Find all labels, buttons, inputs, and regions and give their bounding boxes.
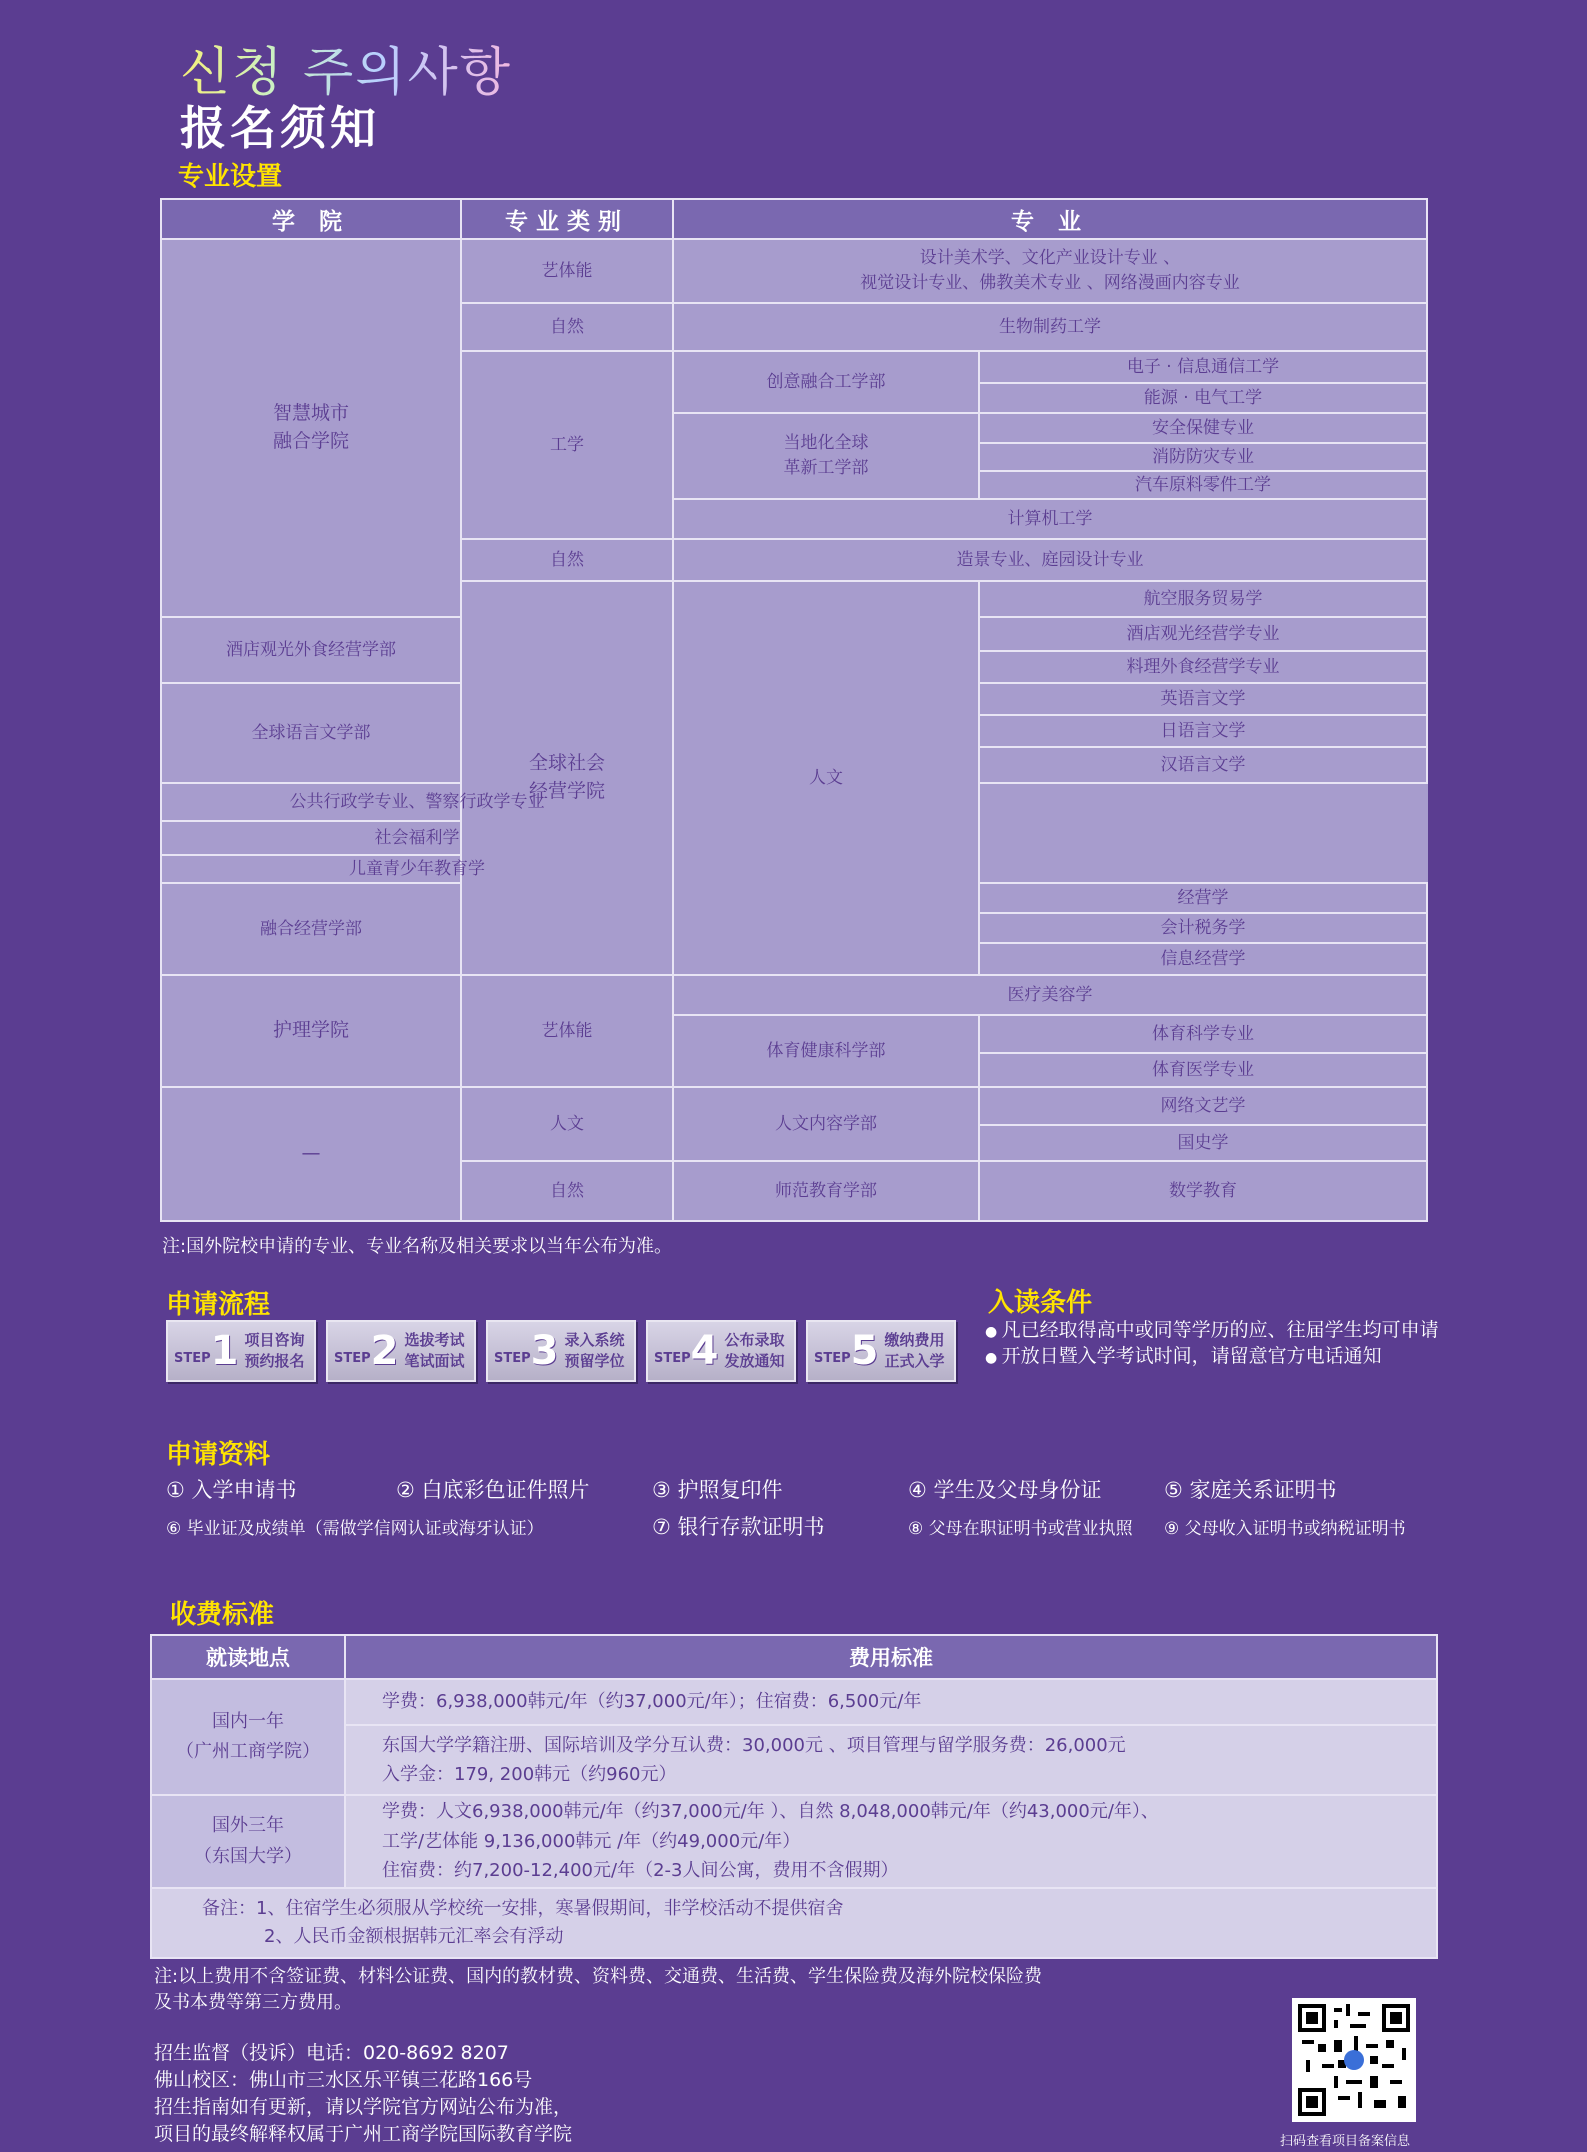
fee-line: 学费：人文6,938,000韩元/年（约37,000元/年 ）、自然 8,048,000韩元/年（约43,000元/年）、	[382, 1801, 1159, 1823]
major-cell: 体育医学专业	[979, 1053, 1427, 1087]
major-cell: 设计美术学、文化产业设计专业 、 视觉设计专业、佛教美术专业 、网络漫画内容专业	[673, 239, 1427, 303]
qr-code-icon[interactable]	[1292, 1998, 1416, 2122]
major-cell: 社会福利学	[161, 821, 673, 855]
major-cell: 医疗美容学	[673, 975, 1427, 1015]
step-word: STEP	[174, 1350, 211, 1366]
process-title: 申请流程	[166, 1290, 271, 1320]
major-cell: 数学教育	[979, 1161, 1427, 1221]
material-item: ⑤ 家庭关系证明书	[1164, 1478, 1337, 1502]
header-location: 就读地点	[151, 1635, 345, 1679]
major-cell: 消防防灾专业	[979, 443, 1427, 471]
major-cell: 经营学	[979, 883, 1427, 913]
conditions-list	[985, 1318, 1439, 1369]
dept-cell: 全球语言文学部	[161, 683, 461, 783]
dept-cell: 融合经营学部	[161, 883, 461, 975]
dept-cell: 酒店观光外食经营学部	[161, 617, 461, 683]
category-cell: 自然	[461, 539, 673, 581]
major-cell: 日语言文学	[979, 715, 1427, 747]
material-item: ② 白底彩色证件照片	[396, 1478, 590, 1502]
step-line1: 缴纳费用	[884, 1331, 945, 1349]
footer-line: 招生指南如有更新，请以学院官方网站公布为准，	[154, 2095, 573, 2118]
step-number: 1	[210, 1328, 239, 1374]
major-cell: 会计税务学	[979, 913, 1427, 943]
category-cell: 人文	[461, 1087, 673, 1161]
material-item: ⑨ 父母收入证明书或纳税证明书	[1164, 1519, 1406, 1539]
category-cell: 艺体能	[461, 975, 673, 1087]
dept-cell: 当地化全球 革新工学部	[673, 413, 979, 499]
major-cell: 汉语言文学	[979, 747, 1427, 783]
step-number: 4	[690, 1328, 719, 1374]
condition-item: ● 凡已经取得高中或同等学历的应、往届学生均可申请	[985, 1318, 1439, 1344]
step-4	[646, 1320, 796, 1382]
major-cell: 生物制药工学	[673, 303, 1427, 351]
fee-line: 住宿费：约7,200-12,400元/年（2-3人间公寓，费用不含假期）	[382, 1860, 899, 1882]
college-global-society: 全球社会 经营学院	[461, 581, 673, 975]
fee-remark	[151, 1888, 1437, 1958]
step-line2: 笔试面试	[404, 1352, 465, 1370]
process-steps	[166, 1320, 956, 1382]
dept-cell: 人文内容学部	[673, 1087, 979, 1161]
fee-cell	[345, 1725, 1437, 1795]
step-line1: 选拔考试	[404, 1331, 465, 1349]
qr-caption: 扫码查看项目备案信息	[1280, 2134, 1411, 2149]
fee-line: 入学金：179, 200韩元（约960元）	[382, 1764, 677, 1786]
major-cell: 信息经营学	[979, 943, 1427, 975]
material-item: ① 入学申请书	[166, 1478, 297, 1502]
step-line2: 正式入学	[884, 1352, 945, 1370]
step-1	[166, 1320, 316, 1382]
step-word: STEP	[494, 1350, 531, 1366]
step-3	[486, 1320, 636, 1382]
major-cell: 电子 · 信息通信工学	[979, 351, 1427, 383]
fees-title: 收费标准	[170, 1600, 275, 1630]
category-cell: 艺体能	[461, 239, 673, 303]
dept-cell: 创意融合工学部	[673, 351, 979, 413]
fee-cell	[345, 1795, 1437, 1887]
major-cell: 网络文艺学	[979, 1087, 1427, 1125]
step-2	[326, 1320, 476, 1382]
category-cell: 自然	[461, 1161, 673, 1221]
step-number: 3	[530, 1328, 559, 1374]
location-domestic: 国内一年 （广州工商学院）	[151, 1679, 345, 1795]
header-college: 学 院	[161, 199, 461, 239]
footer-line: 招生监督（投诉）电话：020-8692 8207	[154, 2042, 509, 2064]
step-line2: 预留学位	[564, 1352, 625, 1370]
step-line1: 项目咨询	[244, 1331, 305, 1349]
major-cell: 英语言文学	[979, 683, 1427, 715]
major-cell: 安全保健专业	[979, 413, 1427, 443]
fee-note: 注:以上费用不含签证费、材料公证费、国内的教材费、资料费、交通费、生活费、学生保险费及海外院校保险费 及书本费等第三方费用。	[154, 1966, 1043, 2014]
major-cell: 儿童青少年教育学	[161, 855, 673, 883]
major-cell: 能源 · 电气工学	[979, 383, 1427, 413]
major-cell: 体育科学专业	[979, 1015, 1427, 1053]
major-cell: 汽车原料零件工学	[979, 471, 1427, 499]
major-table	[160, 198, 1428, 1222]
step-word: STEP	[334, 1350, 371, 1366]
material-item: ④ 学生及父母身份证	[908, 1478, 1102, 1502]
step-5	[806, 1320, 956, 1382]
fee-line: 工学/艺体能 9,136,000韩元 /年（约49,000元/年）	[382, 1830, 801, 1852]
footer-line: 佛山校区：佛山市三水区乐平镇三花路166号	[154, 2068, 533, 2091]
material-item: ③ 护照复印件	[652, 1478, 783, 1502]
category-cell: 工学	[461, 351, 673, 539]
condition-item: ● 开放日暨入学考试时间，请留意官方电话通知	[985, 1344, 1439, 1370]
korean-title: 신청 주의사항	[180, 30, 512, 105]
dept-cell: 体育健康科学部	[673, 1015, 979, 1087]
major-cell: 公共行政学专业、警察行政学专业	[161, 783, 673, 821]
college-nursing: 护理学院	[161, 975, 461, 1087]
major-cell: 航空服务贸易学	[979, 581, 1427, 617]
step-number: 2	[370, 1328, 399, 1374]
material-item: ⑧ 父母在职证明书或营业执照	[908, 1519, 1133, 1539]
major-cell: 料理外食经营学专业	[979, 651, 1427, 683]
material-item: ⑦ 银行存款证明书	[652, 1515, 825, 1539]
material-item: ⑥ 毕业证及成绩单（需做学信网认证或海牙认证）	[166, 1519, 544, 1539]
fee-line: 东国大学学籍注册、国际培训及学分互认费：30,000元 、项目管理与留学服务费：26,000元	[382, 1734, 1126, 1756]
step-line2: 发放通知	[724, 1352, 785, 1370]
remark-line: 2、人民币金额根据韩元汇率会有浮动	[264, 1925, 564, 1947]
major-cell: 计算机工学	[673, 499, 1427, 539]
header-category: 专业类别	[461, 199, 673, 239]
materials-title: 申请资料	[166, 1440, 271, 1470]
step-line1: 录入系统	[564, 1331, 625, 1349]
fee-line: 学费：6,938,000韩元/年（约37,000元/年）；住宿费：6,500元/年	[345, 1679, 1437, 1725]
header-fee: 费用标准	[345, 1635, 1437, 1679]
major-section-title: 专业设置	[178, 162, 283, 192]
footer-info	[154, 2040, 572, 2148]
step-word: STEP	[654, 1350, 691, 1366]
conditions-title: 入读条件	[988, 1288, 1093, 1318]
fee-table	[150, 1634, 1438, 1959]
college-other: —	[161, 1087, 461, 1221]
step-line2: 预约报名	[244, 1352, 305, 1370]
major-cell: 酒店观光经营学专业	[979, 617, 1427, 651]
remark-line: 备注：1、住宿学生必须服从学校统一安排，寒暑假期间，非学校活动不提供宿舍	[202, 1897, 844, 1919]
major-note: 注:国外院校申请的专业、专业名称及相关要求以当年公布为准。	[162, 1236, 673, 1257]
step-number: 5	[850, 1328, 879, 1374]
major-cell: 国史学	[979, 1125, 1427, 1161]
page-title: 报名须知	[180, 101, 380, 155]
major-cell: 造景专业、庭园设计专业	[673, 539, 1427, 581]
step-line1: 公布录取	[724, 1331, 785, 1349]
college-smart-city: 智慧城市 融合学院	[161, 239, 461, 617]
category-cell: 人文	[673, 581, 979, 975]
header-major: 专 业	[673, 199, 1427, 239]
dept-cell: 师范教育学部	[673, 1161, 979, 1221]
location-abroad: 国外三年 （东国大学）	[151, 1795, 345, 1887]
category-cell: 自然	[461, 303, 673, 351]
footer-line: 项目的最终解释权属于广州工商学院国际教育学院	[154, 2122, 573, 2145]
step-word: STEP	[814, 1350, 851, 1366]
